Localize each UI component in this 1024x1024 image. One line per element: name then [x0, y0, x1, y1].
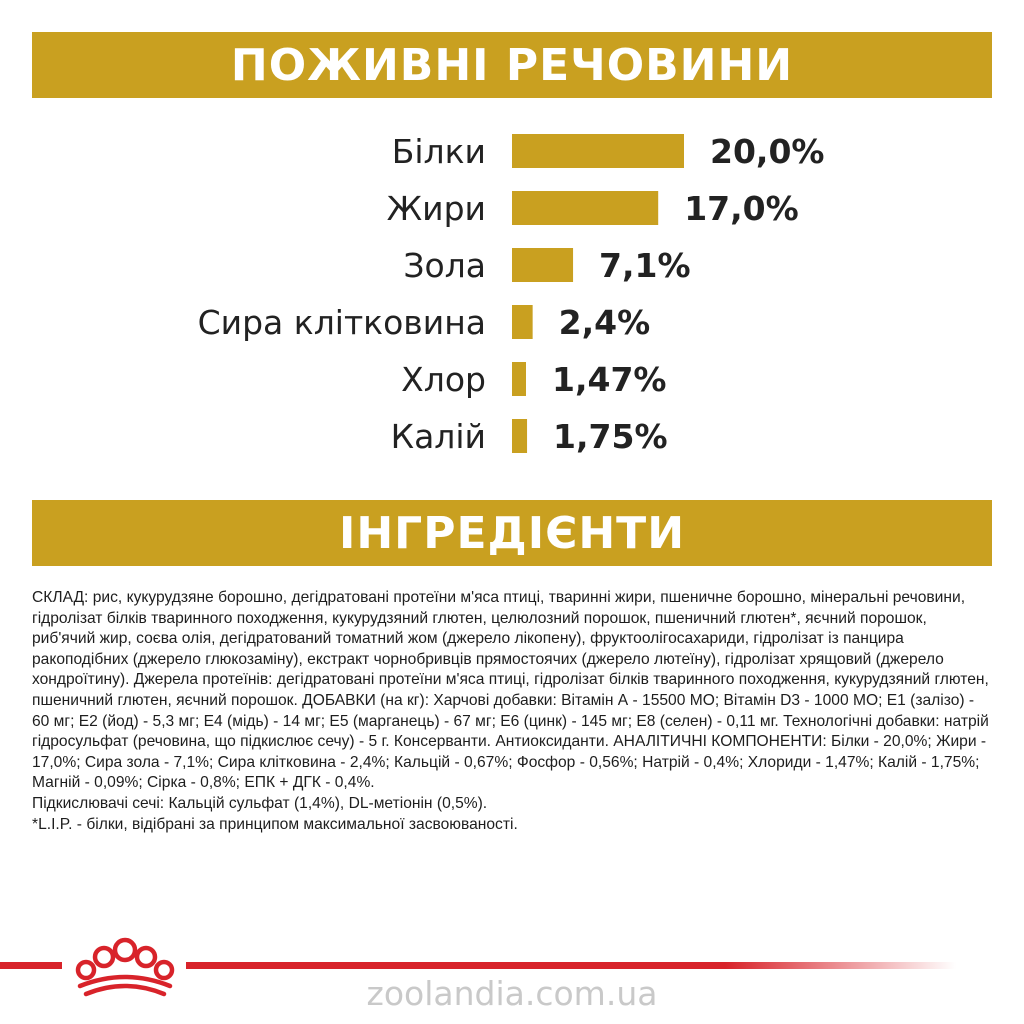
nutrient-bar: [512, 419, 527, 453]
nutrient-bar: [512, 191, 658, 225]
nutrient-bar: [512, 305, 533, 339]
nutrient-bar-chart: [0, 118, 1024, 468]
nutrient-value-label: 1,47%: [552, 360, 667, 399]
ingredients-text: [32, 588, 992, 835]
nutrient-value-label: 7,1%: [599, 246, 691, 285]
nutrient-value-label: 17,0%: [684, 189, 799, 228]
ingredients-title: ІНГРЕДІЄНТИ: [338, 507, 686, 559]
ingredients-composition: СКЛАД: рис, кукурудзяне борошно, дегідратовані протеїни м'яса птиці, тваринні жири, пшеничне борошно, мінеральні речовини, гідролізат білків тваринного походження, кукурудзяний глютен, целюлозний порошок, пшеничний глютен*, яєчний порошок, риб'ячий жир, соєва олія, дегідратований томатний жом (джерело лікопену), фруктоолігосахариди, гідролізат із панцира ракоподібних (джерело глюкозаміну), екстракт чорнобривців прямостоячих (джерело лютеїну), гідролізат хрящовий (джерело хондроїтину). Джерела протеїнів: дегідратовані протеїни м'яса птиці, гідролізат білків тваринного походження, кукурудзяний глютен, пшеничний глютен, яєчний порошок. ДОБАВКИ (на кг): Харчові добавки: Вітамін А - 15500 МО; Вітамін D3 - 1000 МО; Е1 (залізо) - 60 мг; Е2 (йод) - 5,3 мг; Е4 (мідь) - 14 мг; Е5 (марганець) - 67 мг; Е6 (цинк) - 145 мг; Е8 (селен) - 0,11 мг. Технологічні добавки: натрій гідросульфат (речовина, що підкислює сечу) - 5 г. Консерванти. Антиоксиданти. АНАЛІТИЧНІ КОМПОНЕНТИ: Білки - 20,0%; Жири - 17,0%; Сира зола - 7,1%; Сира клітковина - 2,4%; Кальцій - 0,67%; Фосфор - 0,56%; Натрій - 0,4%; Хлориди - 1,47%; Калій - 1,75%; Магній - 0,09%; Сірка - 0,8%; ЕПК + ДГК - 0,4%.: [32, 589, 989, 792]
nutrient-bar: [512, 362, 526, 396]
nutrient-value-label: 2,4%: [558, 303, 651, 342]
nutrient-label: Хлор: [401, 360, 486, 399]
nutrients-title: ПОЖИВНІ РЕЧОВИНИ: [230, 39, 794, 91]
brand-line-right: [186, 962, 956, 969]
watermark: zoolandia.com.ua: [366, 974, 658, 1013]
nutrient-label: Білки: [391, 132, 486, 171]
nutrient-label: Сира клітковина: [197, 303, 486, 342]
nutrients-banner: [32, 32, 992, 98]
nutrient-label: Жири: [386, 189, 486, 228]
nutrient-bar: [512, 248, 573, 282]
brand-line-left: [0, 962, 62, 969]
nutrient-bar: [512, 134, 684, 168]
nutrient-value-label: 1,75%: [553, 417, 668, 456]
ingredients-banner: [32, 500, 992, 566]
nutrient-value-label: 20,0%: [710, 132, 825, 171]
ingredients-urine-acidifiers: Підкислювачі сечі: Кальцій сульфат (1,4%), DL-метіонін (0,5%).: [32, 794, 488, 812]
nutrient-label: Калій: [390, 417, 486, 456]
nutrient-label: Зола: [403, 246, 486, 285]
ingredients-footnote: *L.I.P. - білки, відібрані за принципом максимальної засвоюваності.: [32, 815, 518, 833]
